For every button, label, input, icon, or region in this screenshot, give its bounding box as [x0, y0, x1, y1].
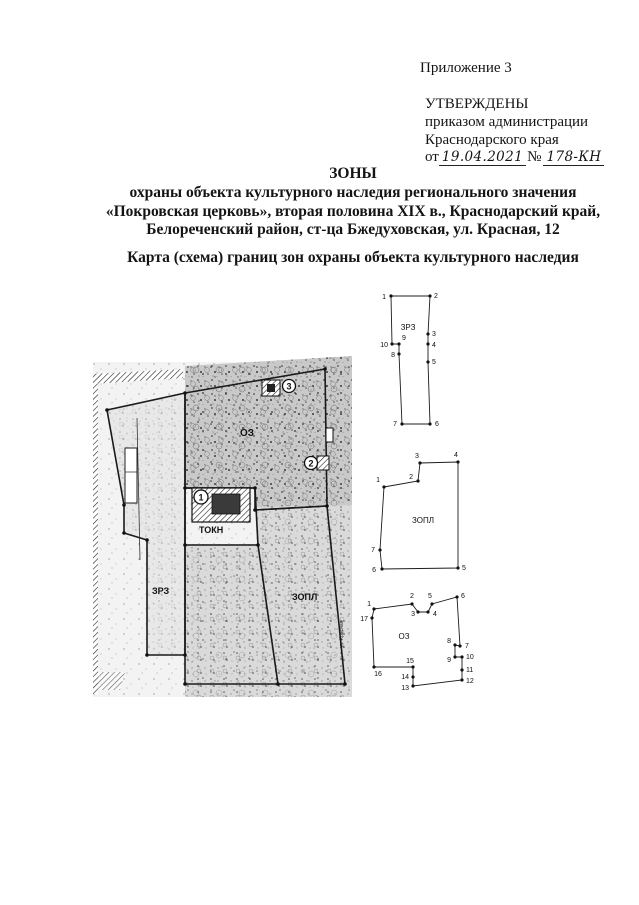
- number-sign: №: [527, 149, 542, 165]
- scheme-zrz-vertex: [400, 422, 403, 425]
- scheme-zrz-outline: [391, 296, 430, 424]
- scheme-oz-vertex: [458, 644, 461, 647]
- zone-label-zrz: ЗРЗ: [152, 586, 170, 596]
- map-caption: Карта (схема) границ зон охраны объекта культурного наследия: [127, 249, 579, 266]
- scheme-oz-vertex: [372, 665, 375, 668]
- scheme-zrz-vertex: [426, 360, 429, 363]
- scheme-oz: [360, 593, 474, 692]
- scheme-oz-point-label: 14: [401, 674, 409, 681]
- order-line-1: приказом администрации: [425, 114, 589, 130]
- scheme-oz-point-label: 4: [433, 611, 437, 618]
- scheme-oz-point-label: 12: [466, 678, 474, 685]
- scheme-zrz-vertex: [390, 342, 393, 345]
- scheme-oz-point-label: 1: [367, 601, 371, 608]
- date-prefix: от: [425, 149, 439, 165]
- scheme-oz-vertex: [372, 607, 375, 610]
- scheme-zrz-point-label: 1: [382, 294, 386, 301]
- scheme-zopl-point-label: 7: [371, 547, 375, 554]
- scheme-oz-vertex: [460, 678, 463, 681]
- road-edge-left: [93, 384, 98, 694]
- scheme-oz-vertex: [411, 684, 414, 687]
- scheme-oz-vertex: [410, 602, 413, 605]
- scheme-oz-vertex: [411, 675, 414, 678]
- scheme-zrz-point-label: 3: [432, 331, 436, 338]
- street-name: ул. Красная: [339, 620, 345, 648]
- scheme-oz-vertex: [370, 616, 373, 619]
- scheme-zrz-point-label: 4: [432, 342, 436, 349]
- order-line-2: Краснодарского края: [425, 132, 559, 148]
- scheme-oz-point-label: 17: [360, 616, 368, 623]
- scheme-oz-point-label: 15: [406, 658, 414, 665]
- scheme-zopl-vertex: [382, 485, 385, 488]
- order-date-handwritten: 19.04.2021: [439, 150, 526, 166]
- zone-label-tokn: ТОКН: [199, 525, 224, 535]
- scheme-zopl: [371, 452, 466, 574]
- scheme-oz-point-label: 3: [411, 611, 415, 618]
- scheme-oz-point-label: 13: [401, 685, 409, 692]
- scheme-zrz-point-label: 9: [402, 335, 406, 342]
- marker-1-number: 1: [198, 492, 204, 503]
- order-date-line: [425, 148, 604, 166]
- scheme-zrz-point-label: 6: [435, 421, 439, 428]
- marker-1: [194, 490, 208, 504]
- scheme-zrz-point-label: 8: [391, 352, 395, 359]
- scheme-zrz-vertex: [397, 342, 400, 345]
- scheme-zrz: [380, 293, 439, 428]
- scheme-zopl-vertex: [456, 460, 459, 463]
- scheme-oz-vertex: [426, 610, 429, 613]
- church-building-core: [212, 494, 240, 514]
- zones-map-figure: [0, 280, 639, 710]
- order-number-handwritten: 178-КН: [543, 150, 604, 166]
- appendix-label: Приложение 3: [420, 60, 512, 76]
- approved-label: УТВЕРЖДЕНЫ: [425, 96, 529, 112]
- scheme-oz-zone-label: ОЗ: [398, 632, 410, 641]
- marker-2-number: 2: [308, 458, 314, 469]
- scheme-zrz-point-label: 10: [380, 342, 388, 349]
- scheme-zrz-point-label: 7: [393, 421, 397, 428]
- scheme-zopl-point-label: 5: [462, 565, 466, 572]
- scheme-zrz-zone-label: ЗРЗ: [400, 323, 416, 332]
- scheme-oz-point-label: 8: [447, 638, 451, 645]
- gate-structure: [326, 428, 333, 442]
- title-line-3: Белореченский район, ст-ца Бжедуховская, ул. Красная, 12: [146, 221, 560, 238]
- title-line-2: «Покровская церковь», вторая половина XIX в., Краснодарский край,: [105, 203, 601, 220]
- building-2-icon: [317, 456, 329, 470]
- scheme-zrz-vertex: [428, 422, 431, 425]
- scheme-zopl-zone-label: ЗОПЛ: [412, 516, 434, 525]
- scheme-zopl-point-label: 1: [376, 477, 380, 484]
- scheme-zopl-vertex: [418, 461, 421, 464]
- scheme-oz-vertex: [460, 655, 463, 658]
- scheme-zopl-point-label: 6: [372, 567, 376, 574]
- scheme-zrz-vertex: [428, 294, 431, 297]
- scheme-zopl-vertex: [380, 567, 383, 570]
- zone-label-zopl: ЗОПЛ: [292, 592, 318, 602]
- scheme-zrz-vertex: [426, 342, 429, 345]
- scheme-oz-point-label: 9: [447, 657, 451, 664]
- scheme-oz-vertex: [460, 668, 463, 671]
- scheme-oz-vertex: [453, 655, 456, 658]
- marker-3: [283, 380, 296, 393]
- scheme-oz-point-label: 6: [461, 593, 465, 600]
- scheme-oz-vertex: [411, 665, 414, 668]
- scheme-oz-vertex: [430, 602, 433, 605]
- scheme-oz-vertex: [455, 595, 458, 598]
- scheme-zopl-vertex: [416, 479, 419, 482]
- scheme-zopl-point-label: 4: [454, 452, 458, 459]
- scheme-oz-point-label: 7: [465, 643, 469, 650]
- scheme-oz-point-label: 11: [466, 667, 474, 674]
- outbuilding: [125, 448, 137, 503]
- title-heading: ЗОНЫ: [329, 165, 377, 182]
- scheme-zopl-point-label: 3: [415, 453, 419, 460]
- scheme-oz-point-label: 16: [374, 671, 382, 678]
- scheme-zopl-point-label: 2: [409, 474, 413, 481]
- scheme-oz-point-label: 10: [466, 654, 474, 661]
- title-line-1: охраны объекта культурного наследия регионального значения: [129, 184, 577, 201]
- scheme-zopl-vertex: [378, 548, 381, 551]
- scheme-zrz-vertex: [426, 332, 429, 335]
- zone-label-oz: ОЗ: [240, 428, 255, 439]
- scheme-oz-vertex: [453, 643, 456, 646]
- scheme-zrz-vertex: [397, 352, 400, 355]
- building-3-core: [267, 384, 275, 392]
- marker-3-number: 3: [286, 381, 292, 392]
- scheme-zrz-point-label: 2: [434, 293, 438, 300]
- scheme-zrz-vertex: [389, 294, 392, 297]
- scheme-oz-point-label: 2: [410, 593, 414, 600]
- scheme-zrz-point-label: 5: [432, 359, 436, 366]
- marker-2: [305, 457, 318, 470]
- boundary-schemes: [360, 293, 474, 692]
- scheme-zopl-vertex: [456, 566, 459, 569]
- scheme-oz-vertex: [416, 610, 419, 613]
- scheme-oz-point-label: 5: [428, 593, 432, 600]
